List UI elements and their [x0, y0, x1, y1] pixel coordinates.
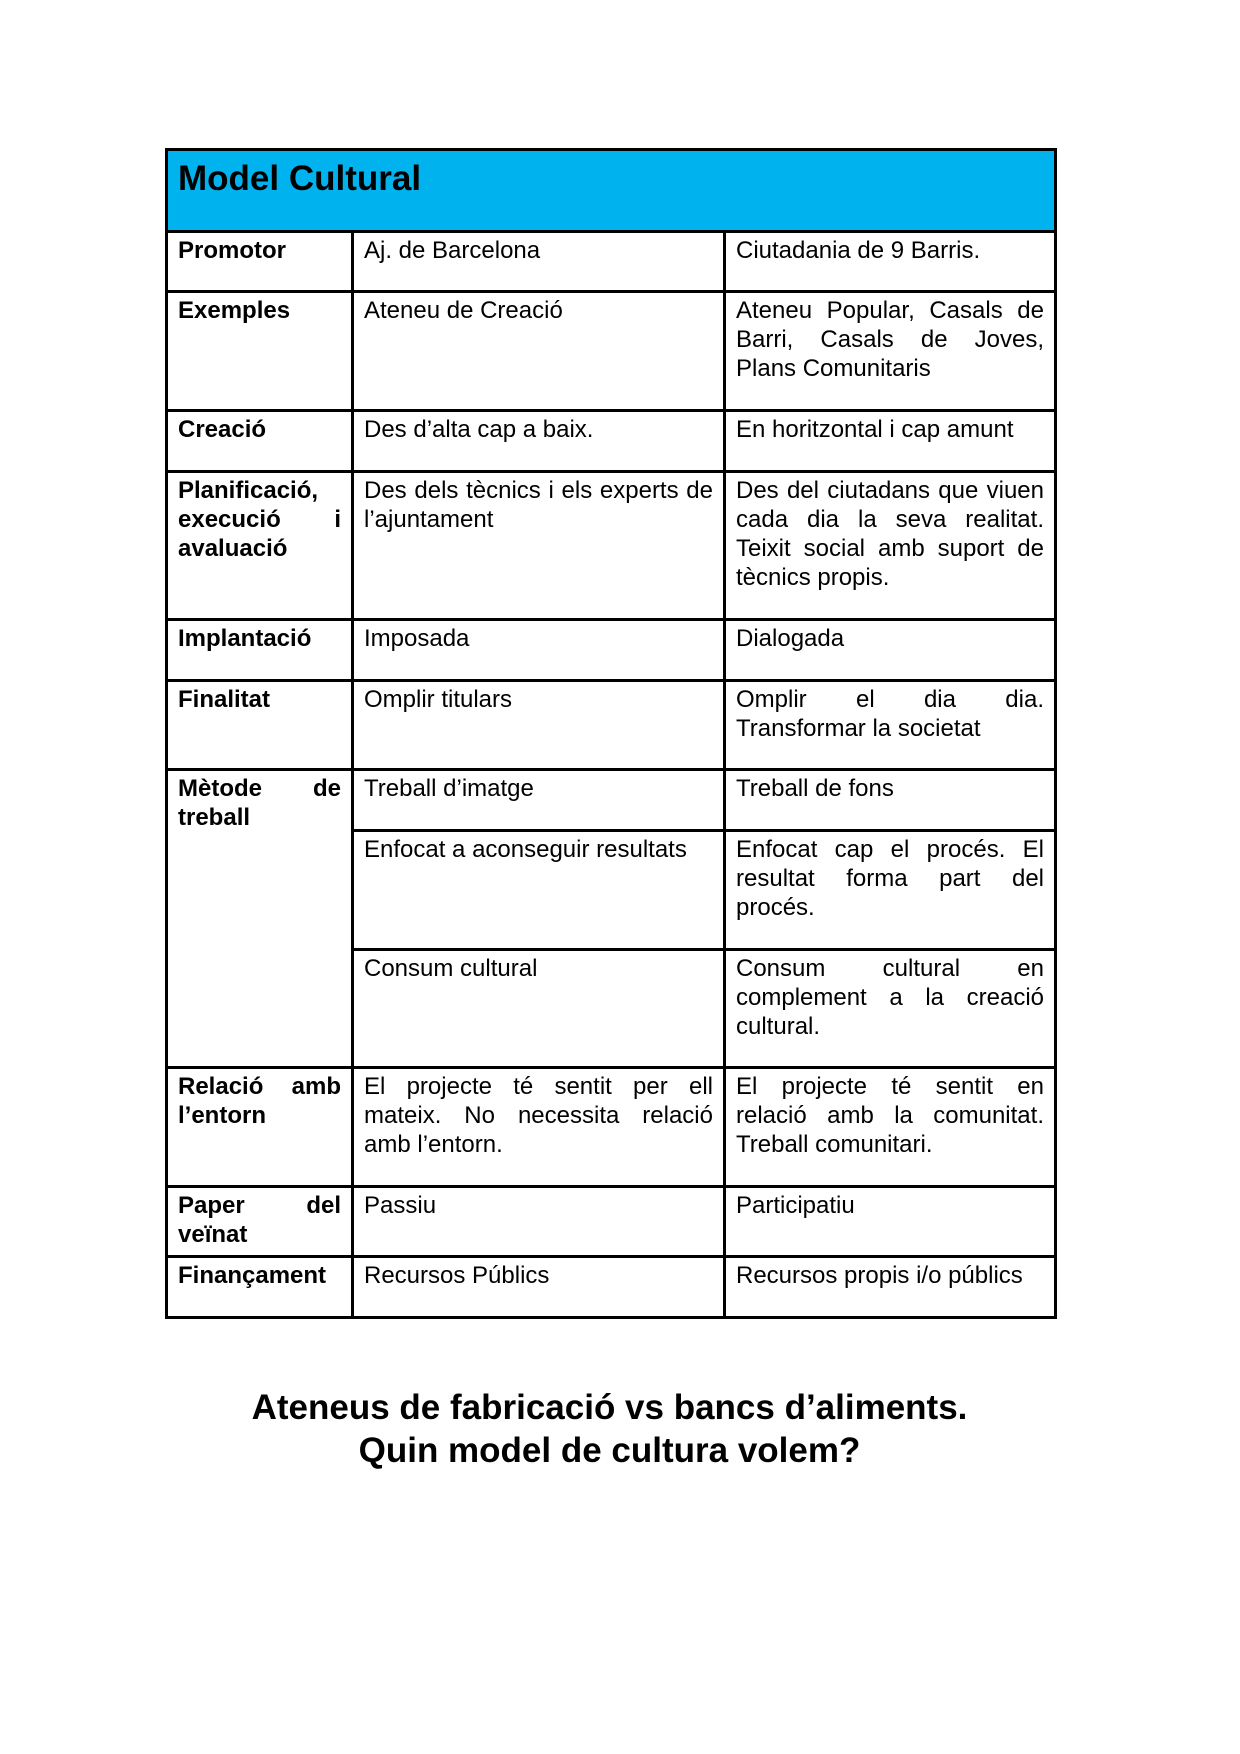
table-row [167, 472, 1056, 620]
table-row [167, 1068, 1056, 1187]
row-label: Planificació, execució i avaluació [167, 472, 353, 620]
cell-col-a: Imposada [353, 620, 725, 681]
cell-col-b: Dialogada [725, 620, 1056, 681]
cell-col-a: Consum cultural [353, 950, 725, 1068]
table-header-row [167, 150, 1056, 232]
cell-col-a: El projecte té sentit per ell mateix. No necessita relació amb l’entorn. [353, 1068, 725, 1187]
cell-col-b: Ateneu Popular, Casals de Barri, Casals de Joves, Plans Comunitaris [725, 292, 1056, 411]
table-row [167, 411, 1056, 472]
row-label: Promotor [167, 232, 353, 292]
cell-col-a: Recursos Públics [353, 1257, 725, 1318]
cell-col-b: Consum cultural en complement a la creació cultural. [725, 950, 1056, 1068]
cell-col-b: Ciutadania de 9 Barris. [725, 232, 1056, 292]
row-label: Implantació [167, 620, 353, 681]
table-row [167, 292, 1056, 411]
table-row [167, 620, 1056, 681]
table-row [167, 1187, 1056, 1257]
cell-col-a: Omplir titulars [353, 681, 725, 770]
model-cultural-table [165, 148, 1057, 1319]
cell-col-a: Des dels tècnics i els experts de l’ajuntament [353, 472, 725, 620]
cell-col-b: En horitzontal i cap amunt [725, 411, 1056, 472]
closing-heading [165, 1386, 1054, 1472]
row-label: Finançament [167, 1257, 353, 1318]
row-label: Mètode de treball [167, 770, 353, 1068]
table-row [167, 1257, 1056, 1318]
cell-col-b: Recursos propis i/o públics [725, 1257, 1056, 1318]
cell-col-a: Ateneu de Creació [353, 292, 725, 411]
cell-col-b: Treball de fons [725, 770, 1056, 831]
closing-heading-line-2: Quin model de cultura volem? [358, 1431, 861, 1470]
table-title: Model Cultural [167, 150, 1056, 232]
table-row [167, 770, 1056, 831]
cell-col-a: Enfocat a aconseguir resultats [353, 831, 725, 950]
row-label: Creació [167, 411, 353, 472]
cell-col-b: Enfocat cap el procés. El resultat forma part del procés. [725, 831, 1056, 950]
row-label: Exemples [167, 292, 353, 411]
row-label: Paper del veïnat [167, 1187, 353, 1257]
cell-col-a: Des d’alta cap a baix. [353, 411, 725, 472]
cell-col-b: Des del ciutadans que viuen cada dia la seva realitat. Teixit social amb suport de tècnics propis. [725, 472, 1056, 620]
cell-col-b: Omplir el dia dia. Transformar la societat [725, 681, 1056, 770]
cell-col-b: El projecte té sentit en relació amb la comunitat. Treball comunitari. [725, 1068, 1056, 1187]
table-row [167, 681, 1056, 770]
cell-col-b: Participatiu [725, 1187, 1056, 1257]
closing-heading-line-1: Ateneus de fabricació vs bancs d’aliments. [251, 1388, 968, 1427]
row-label: Relació amb l’entorn [167, 1068, 353, 1187]
cell-col-a: Treball d’imatge [353, 770, 725, 831]
table-row [167, 232, 1056, 292]
cell-col-a: Aj. de Barcelona [353, 232, 725, 292]
cell-col-a: Passiu [353, 1187, 725, 1257]
row-label: Finalitat [167, 681, 353, 770]
